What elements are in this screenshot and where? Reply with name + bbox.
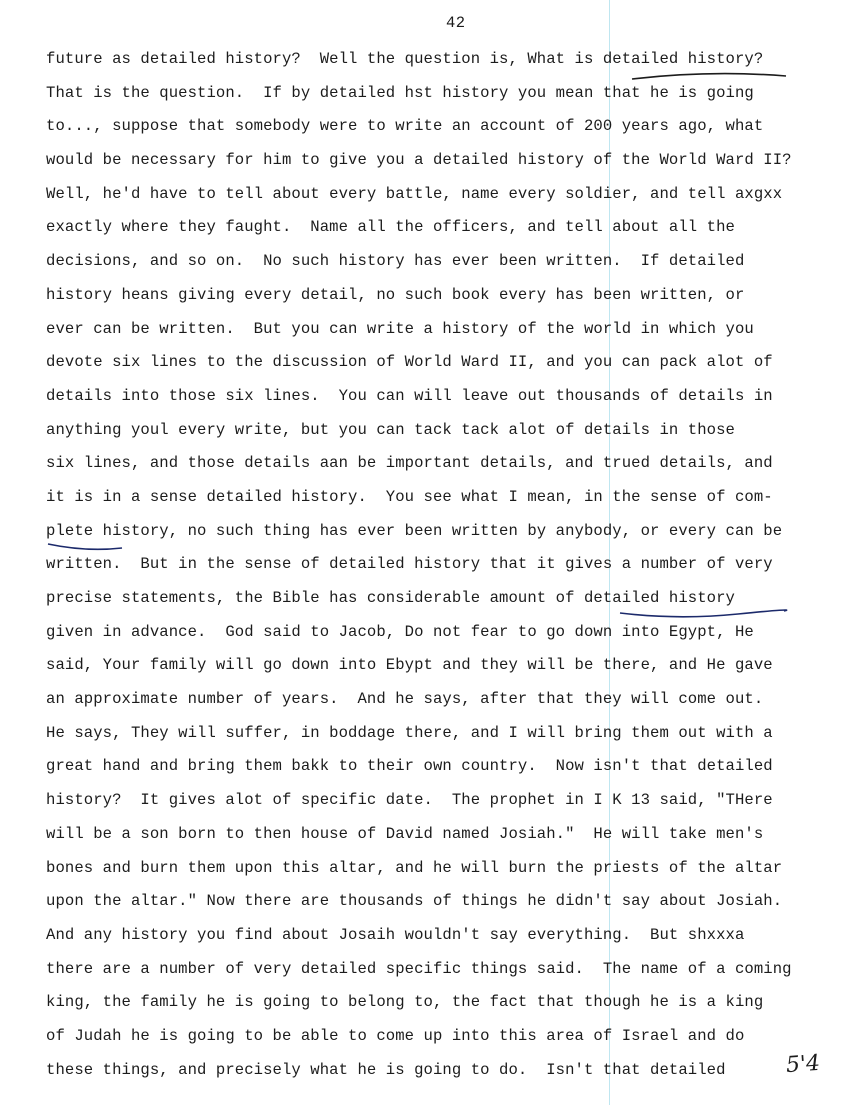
text-line: it is in a sense detailed history. You see what I mean, in the sense of com- — [46, 487, 773, 506]
text-line: king, the family he is going to belong to, the fact that though he is a king — [46, 993, 764, 1012]
text-line: details into those six lines. You can will leave out thousands of details in — [46, 386, 773, 405]
text-line: said, Your family will go down into Ebypt and they will be there, and He gave — [46, 656, 773, 675]
typed-text-body — [46, 46, 846, 1090]
text-line: ever can be written. But you can write a history of the world in which you — [46, 319, 754, 338]
page-number: 42 — [446, 14, 466, 32]
text-line: history heans giving every detail, no such book every has been written, or — [46, 285, 745, 304]
text-line: devote six lines to the discussion of World Ward II, and you can pack alot of — [46, 353, 773, 372]
text-line: would be necessary for him to give you a detailed history of the World Ward II? — [46, 151, 792, 170]
text-line: anything youl every write, but you can tack tack alot of details in those — [46, 420, 735, 439]
text-line: precise statements, the Bible has considerable amount of detailed history — [46, 589, 735, 607]
text-line: history? It gives alot of specific date. The prophet in I K 13 said, "THere — [46, 791, 773, 810]
text-line: Well, he'd have to tell about every battle, name every soldier, and tell axgxx — [46, 184, 783, 203]
text-line: decisions, and so on. No such history has ever been written. If detailed — [46, 252, 745, 271]
text-line: given in advance. God said to Jacob, Do not fear to go down into Egypt, He — [46, 622, 754, 641]
text-line: there are a number of very detailed specific things said. The name of a coming — [46, 959, 792, 978]
handwritten-margin-note: 5'4 — [785, 1050, 821, 1079]
text-line: written. But in the sense of detailed history that it gives a number of very — [46, 555, 773, 574]
text-line: these things, and precisely what he is going to do. Isn't that detailed — [46, 1060, 726, 1079]
text-line: future as detailed history? Well the question is, What is detailed history? — [46, 50, 764, 68]
text-line: six lines, and those details aan be important details, and trued details, and — [46, 454, 773, 473]
text-line: upon the altar." Now there are thousands of things he didn't say about Josiah. — [46, 892, 783, 911]
text-line: to..., suppose that somebody were to write an account of 200 years ago, what — [46, 117, 764, 136]
text-line: will be a son born to then house of David named Josiah." He will take men's — [46, 824, 764, 843]
text-line: bones and burn them upon this altar, and he will burn the priests of the altar — [46, 858, 783, 877]
text-line: That is the question. If by detailed hst history you mean that he is going — [46, 83, 754, 102]
text-line: exactly where they faught. Name all the officers, and tell about all the — [46, 218, 735, 237]
text-line: plete history, no such thing has ever been written by anybody, or every can be — [46, 521, 783, 540]
text-line: And any history you find about Josaih wouldn't say everything. But shxxxa — [46, 925, 745, 944]
text-line: He says, They will suffer, in boddage there, and I will bring them out with a — [46, 723, 773, 742]
text-line: of Judah he is going to be able to come up into this area of Israel and do — [46, 1026, 745, 1045]
text-line: great hand and bring them bakk to their own country. Now isn't that detailed — [46, 757, 773, 776]
text-line: an approximate number of years. And he says, after that they will come out. — [46, 690, 764, 709]
